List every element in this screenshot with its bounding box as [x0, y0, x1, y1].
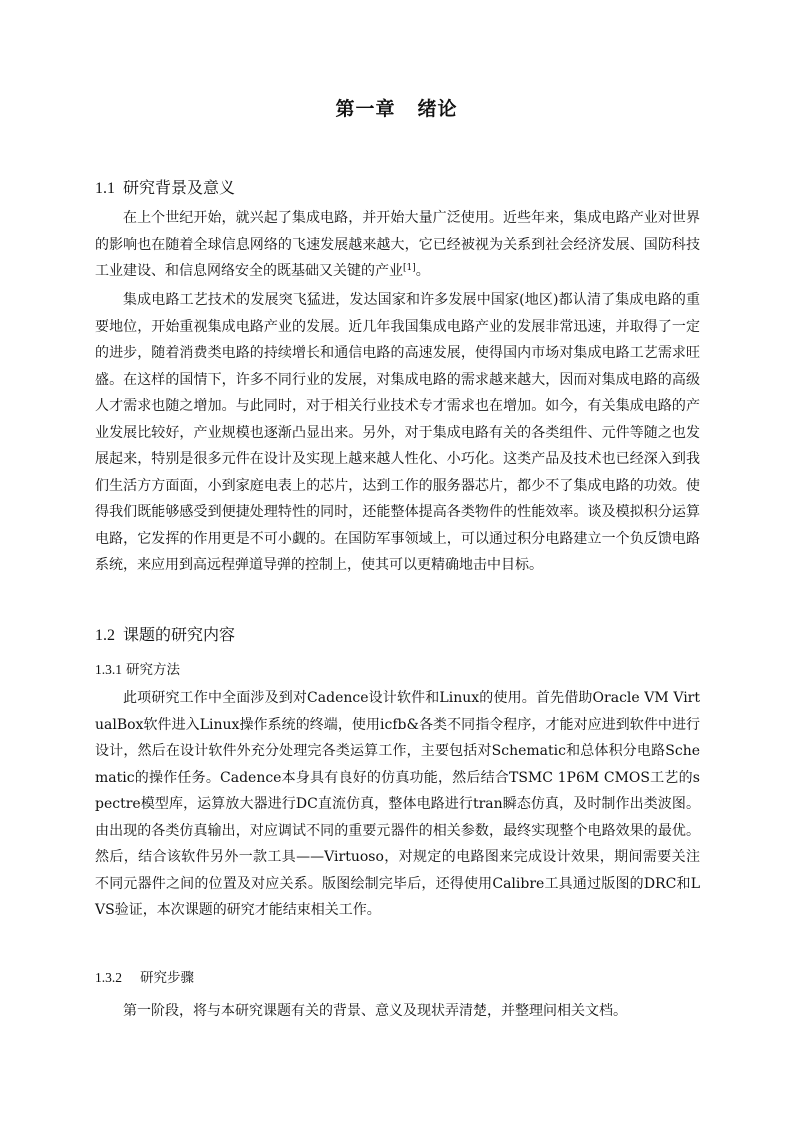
subsection-number: 1.3.2 [95, 970, 122, 985]
section-number: 1.2 [95, 627, 115, 644]
paragraph-background-1 [95, 205, 700, 285]
section-number: 1.1 [95, 180, 115, 197]
section-title: 课题的研究内容 [123, 625, 236, 644]
paragraph-steps: 第一阶段，将与本研究课题有关的背景、意义及现状弄清楚，并整理问相关文档。 [123, 1003, 627, 1019]
subsection-heading-1-3-1 [95, 658, 180, 678]
chapter-number: 第一章 [335, 98, 396, 120]
subsection-heading-1-3-2 [95, 966, 194, 986]
subsection-title: 研究步骤 [140, 970, 194, 986]
paragraph-background-2: 集成电路工艺技术的发展突飞猛进，发达国家和许多发展中国家(地区)都认清了集成电路的重要地位，开始重视集成电路产业的发展。近几年我国集成电路产业的发展非常迅速，并取得了一定的进步，随着消费类电路的持续增长和通信电路的高速发展，使得国内市场对集成电路工艺需求旺盛。在这样的国情下，许多不同行业的发展，对集成电路的需求越来越大，因而对集成电路的高级人才需求也随之增加。与此同时，对于相关行业技术专才需求也在增加。如今，有关集成电路的产业发展比较好，产业规模也逐渐凸显出来。另外，对于集成电路有关的各类组件、元件等随之也发展起来，特别是很多元件在设计及实现上越来越人性化、小巧化。这类产品及技术也已经深入到我们生活方方面面，小到家庭电表上的芯片，达到工作的服务器芯片，都少不了集成电路的功效。使得我们既能够感受到便捷处理特性的同时，还能整体提高各类物件的性能效率。谈及模拟积分运算电路，它发挥的作用更是不可小觑的。在国防军事领域上，可以通过积分电路建立一个负反馈电路系统，来应用到高远程弹道导弹的控制上，使其可以更精确地击中目标。 [95, 292, 700, 573]
subsection-title: 研究方法 [126, 662, 180, 678]
section-title: 研究背景及意义 [123, 178, 236, 197]
chapter-title [0, 94, 793, 121]
chapter-name: 绪论 [417, 98, 458, 120]
paragraph-method: 此项研究工作中全面涉及到对Cadence设计软件和Linux的使用。首先借助Oracle VM VirtualBox软件进入Linux操作系统的终端，使用icfb&各类不同指令程序，才能对应进到软件中进行设计，然后在设计软件外充分处理完各类运算工作，主要包括对Schematic和总体积分电路Schematic的操作任务。Cadence本身具有良好的仿真功能，然后结合TSMC 1P6M CMOS工艺的spectre模型库，运算放大器进行DC直流仿真，整体电路进行tran瞬态仿真，及时制作出类波图。由出现的各类仿真输出，对应调试不同的重要元器件的相关参数，最终实现整个电路效果的最优。然后，结合该软件另外一款工具——Virtuoso，对规定的电路图来完成设计效果，期间需要关注不同元器件之间的位置及对应关系。版图绘制完毕后，还得使用Calibre工具通过版图的DRC和LVS验证，本次课题的研究才能结束相关工作。 [95, 690, 700, 918]
paragraph-tail: 。 [415, 263, 430, 279]
section-heading-1-1 [95, 175, 235, 198]
section-heading-1-2 [95, 622, 235, 645]
citation-ref: [1] [403, 263, 416, 273]
paragraph-text: 在上个世纪开始，就兴起了集成电路，并开始大量广泛使用。近些年来，集成电路产业对世界的影响也在随着全球信息网络的飞速发展越来越大，它已经被视为关系到社会经济发展、国防科技工业建设、和信息网络安全的既基础又关键的产业 [95, 210, 700, 279]
subsection-number: 1.3.1 [95, 662, 122, 677]
